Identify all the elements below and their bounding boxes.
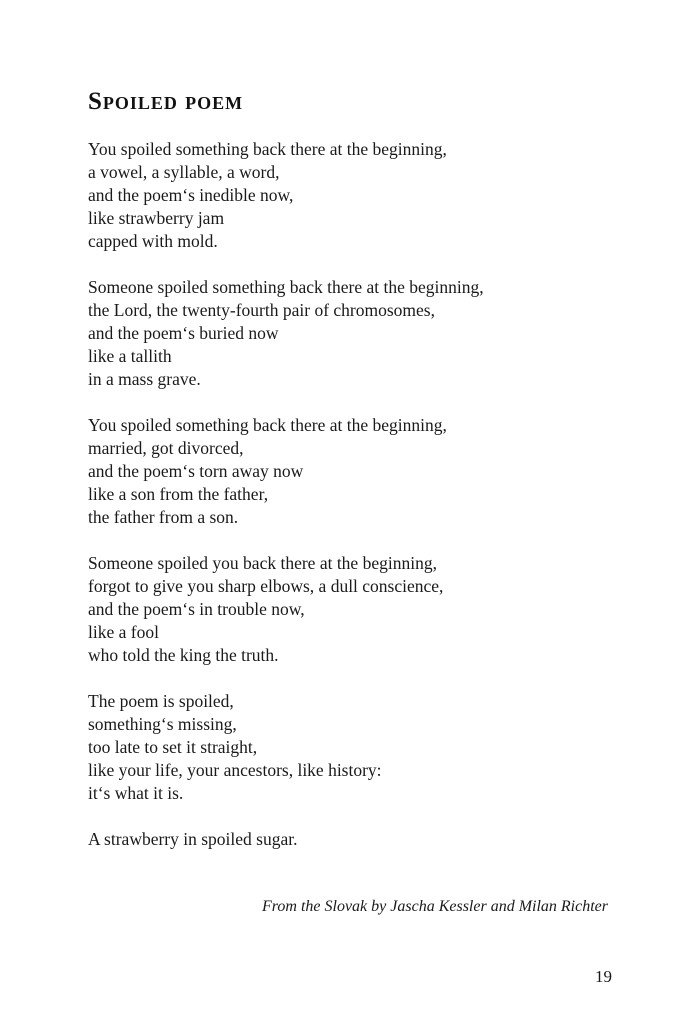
poem-line: The poem is spoiled, — [88, 691, 234, 711]
poem-line: and the poem‘s buried now — [88, 323, 279, 343]
poem-line: You spoiled something back there at the beginning, — [88, 139, 447, 159]
poem-line: like your life, your ancestors, like history: — [88, 760, 382, 780]
poem-line: in a mass grave. — [88, 369, 201, 389]
poem-line: the Lord, the twenty-fourth pair of chromosomes, — [88, 300, 435, 320]
stanza-1 — [88, 138, 648, 253]
stanza-3 — [88, 414, 648, 529]
poem-title: Spoiled poem — [88, 88, 244, 115]
poem-line: Someone spoiled something back there at the beginning, — [88, 277, 484, 297]
poem-line: Someone spoiled you back there at the beginning, — [88, 553, 437, 573]
poem-line: like strawberry jam — [88, 208, 225, 228]
poem-line: it‘s what it is. — [88, 783, 184, 803]
poem-line: like a tallith — [88, 346, 172, 366]
page-number: 19 — [595, 967, 612, 986]
poem-line: and the poem‘s inedible now, — [88, 185, 294, 205]
poem-line: forgot to give you sharp elbows, a dull conscience, — [88, 576, 444, 596]
poem-line: A strawberry in spoiled sugar. — [88, 829, 298, 849]
poem-line: the father from a son. — [88, 507, 239, 527]
poem-line: You spoiled something back there at the beginning, — [88, 415, 447, 435]
poem-body — [88, 138, 648, 874]
poem-line: married, got divorced, — [88, 438, 244, 458]
stanza-5 — [88, 690, 648, 805]
translation-credit: From the Slovak by Jascha Kessler and Milan Richter — [262, 898, 608, 915]
poem-line: too late to set it straight, — [88, 737, 258, 757]
poem-line: like a fool — [88, 622, 159, 642]
poem-line: something‘s missing, — [88, 714, 237, 734]
poem-line: capped with mold. — [88, 231, 218, 251]
poem-line: a vowel, a syllable, a word, — [88, 162, 280, 182]
poem-line: like a son from the father, — [88, 484, 269, 504]
stanza-2 — [88, 276, 648, 391]
stanza-6 — [88, 828, 648, 851]
poem-line: and the poem‘s torn away now — [88, 461, 304, 481]
poem-line: and the poem‘s in trouble now, — [88, 599, 305, 619]
stanza-4 — [88, 552, 648, 667]
poem-line: who told the king the truth. — [88, 645, 279, 665]
